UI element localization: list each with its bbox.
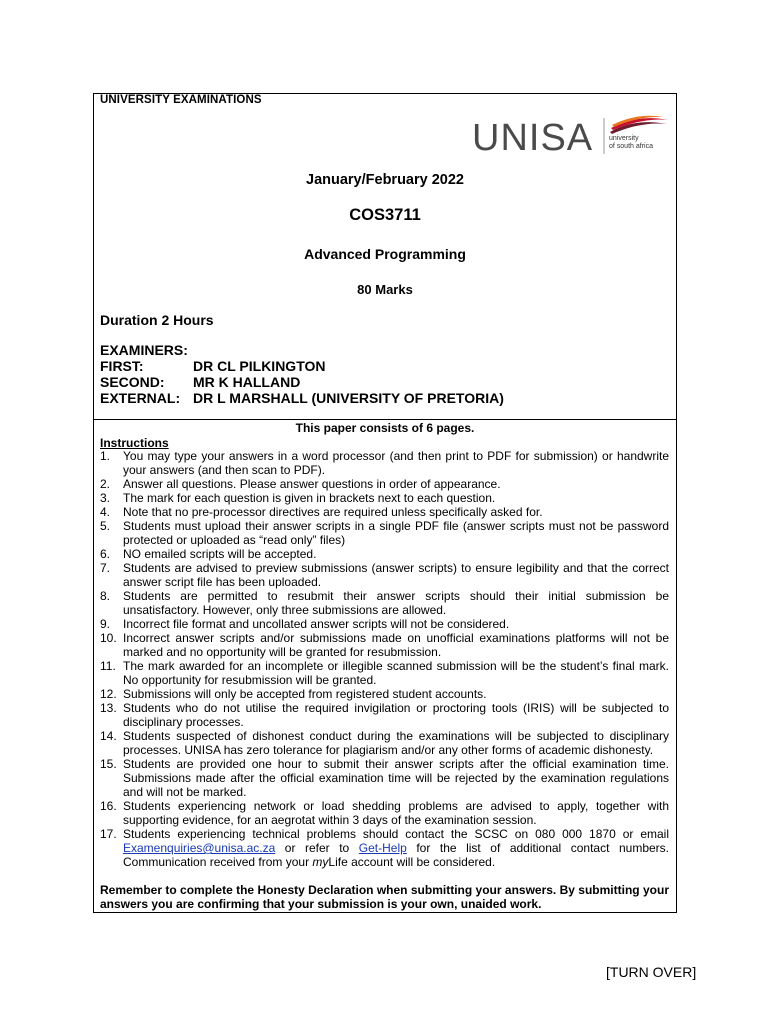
- instruction-item: 15. Students are provided one hour to submit their answer scripts after the official examination time. Submissions made after the official examination time will be rejected by the examination regulations and will not be marked.: [100, 757, 669, 799]
- instruction-item: 14. Students suspected of dishonest conduct during the examinations will be subjected to disciplinary processes. UNISA has zero tolerance for plagiarism and/or any other forms of academic dishonesty.: [100, 729, 669, 757]
- email-link[interactable]: Examenquiries@unisa.ac.za: [123, 841, 276, 855]
- total-marks: 80 Marks: [357, 282, 413, 297]
- unisa-logo: [472, 114, 672, 160]
- instruction-item: 6. NO emailed scripts will be accepted.: [100, 547, 317, 561]
- examiners-heading: EXAMINERS:: [100, 342, 188, 358]
- instruction-item: 12. Submissions will only be accepted from registered student accounts.: [100, 687, 487, 701]
- turn-over-label: [TURN OVER]: [606, 964, 697, 980]
- module-name: Advanced Programming: [304, 246, 466, 262]
- instruction-item: 4. Note that no pre-processor directives are required unless specifically asked for.: [100, 505, 543, 519]
- instruction-item: 3. The mark for each question is given in brackets next to each question.: [100, 491, 496, 505]
- instructions-list: [100, 449, 669, 869]
- instruction-item: 5. Students must upload their answer scripts in a single PDF file (answer scripts must not be password protected or uploaded as “read only” files): [100, 519, 669, 547]
- instruction-item: 1. You may type your answers in a word processor (and then print to PDF for submission) or handwrite your answers (and then scan to PDF).: [100, 449, 669, 477]
- instruction-item: 13. Students who do not utilise the required invigilation or proctoring tools (IRIS) will be subjected to disciplinary processes.: [100, 701, 669, 729]
- module-code: COS3711: [349, 206, 421, 224]
- instructions-heading: Instructions: [100, 436, 169, 450]
- instruction-item: 16. Students experiencing network or load shedding problems are advised to apply, together with supporting evidence, for an aegrotat within 3 days of the examination session.: [100, 799, 669, 827]
- logo-wordmark: UNISA: [472, 117, 594, 159]
- instruction-item: 17. Students experiencing technical problems should contact the SCSC on 080 000 1870 or email Examenquiries@unisa.ac.za or refer to Get-Help for the list of additional contact numbers. Communication received from your myLife account will be considered.: [100, 827, 669, 869]
- examiner-row: SECOND: MR K HALLAND: [100, 374, 301, 390]
- instruction-item: 7. Students are advised to preview submissions (answer scripts) to ensure legibility and that the correct answer script file has been uploaded.: [100, 561, 669, 589]
- honesty-declaration-note: Remember to complete the Honesty Declaration when submitting your answers. By submitting your answers you are confirming that your submission is your own, unaided work.: [100, 883, 669, 911]
- logo-subtext: university of south africa: [609, 135, 653, 150]
- university-examinations-label: UNIVERSITY EXAMINATIONS: [100, 94, 262, 106]
- section-divider: [93, 419, 677, 420]
- instruction-item: 8. Students are permitted to resubmit their answer scripts should their initial submission be unsatisfactory. However, only three submissions are allowed.: [100, 589, 669, 617]
- examiner-row: FIRST: DR CL PILKINGTON: [100, 358, 326, 374]
- examiner-row: EXTERNAL: DR L MARSHALL (UNIVERSITY OF PRETORIA): [100, 390, 504, 406]
- instruction-item: 11. The mark awarded for an incomplete or illegible scanned submission will be the student’s final mark. No opportunity for resubmission will be granted.: [100, 659, 669, 687]
- get-help-link[interactable]: Get-Help: [358, 841, 407, 855]
- exam-duration: Duration 2 Hours: [100, 312, 214, 328]
- exam-session: January/February 2022: [306, 172, 464, 188]
- pages-note: This paper consists of 6 pages.: [295, 421, 475, 435]
- instruction-item: 9. Incorrect file format and uncollated answer scripts will not be considered.: [100, 617, 510, 631]
- instruction-item: 10. Incorrect answer scripts and/or submissions made on unofficial examinations platforms will not be marked and no opportunity will be granted for resubmission.: [100, 631, 669, 659]
- instruction-item: 2. Answer all questions. Please answer questions in order of appearance.: [100, 477, 501, 491]
